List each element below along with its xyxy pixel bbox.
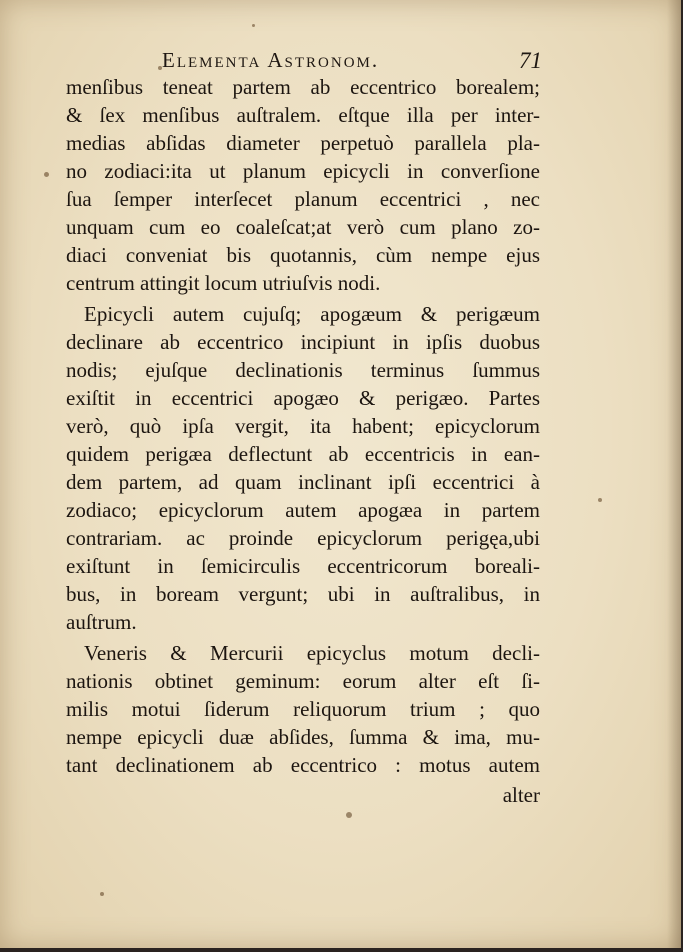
text-line: nempe epicycli duæ abſides, ſumma & ima, mu- [66,725,540,749]
text-line: & ſex menſibus auſtralem. eſtque illa per inter- [66,103,540,127]
paper-speck [346,812,352,818]
text-line: exiſtit in eccentrici apogæo & perigæo. Partes [66,386,540,410]
paper-speck [598,498,602,502]
text-line: quidem perigæa deflectunt ab eccentricis in ean- [66,442,540,466]
text-line: milis motui ſiderum reliquorum trium ; quo [66,697,540,721]
text-line: no zodiaci:ita ut planum epicycli in converſione [66,159,540,183]
paper-speck [252,24,255,27]
text-line: Veneris & Mercurii epicyclus motum decli- [84,641,540,665]
running-title: Elementa Astronom. [162,48,380,72]
text-line: ſua ſemper interſecet planum eccentrici , nec [66,187,540,211]
text-line: centrum attingit locum utriuſvis nodi. [66,271,381,295]
text-line: diaci conveniat bis quotannis, cùm nempe ejus [66,243,540,267]
text-line: Epicycli autem cujuſq; apogæum & perigæum [84,302,540,326]
text-line: menſibus teneat partem ab eccentrico borealem; [66,75,540,99]
text-line: auſtrum. [66,610,137,634]
text-line: tant declinationem ab eccentrico : motus autem [66,753,540,777]
text-line: unquam cum eo coaleſcat;at verò cum plano zo- [66,215,540,239]
paper-speck [158,66,162,70]
text-line: bus, in boream vergunt; ubi in auſtralibus, in [66,582,540,606]
text-line: zodiaco; epicyclorum autem apogæa in partem [66,498,540,522]
text-line: medias abſidas diameter perpetuò parallela pla- [66,131,540,155]
text-line: declinare ab eccentrico incipiunt in ipſis duobus [66,330,540,354]
text-line: dem partem, ad quam inclinant ipſi eccentrici à [66,470,540,494]
paper-speck [100,892,104,896]
text-line: contrariam. ac proinde epicyclorum perigęa,ubi [66,526,540,550]
paper-speck [44,172,49,177]
body-text [66,73,540,809]
text-line: verò, quò ipſa vergit, ita habent; epicyclorum [66,414,540,438]
text-line: nationis obtinet geminum: eorum alter eſt ſi- [66,669,540,693]
page-number: 71 [519,48,542,73]
text-line: nodis; ejuſque declinationis terminus ſummus [66,358,540,382]
text-line: exiſtunt in ſemicirculis eccentricorum boreali- [66,554,540,578]
catchword: alter [502,783,540,807]
page-gutter-shadow [667,0,681,948]
